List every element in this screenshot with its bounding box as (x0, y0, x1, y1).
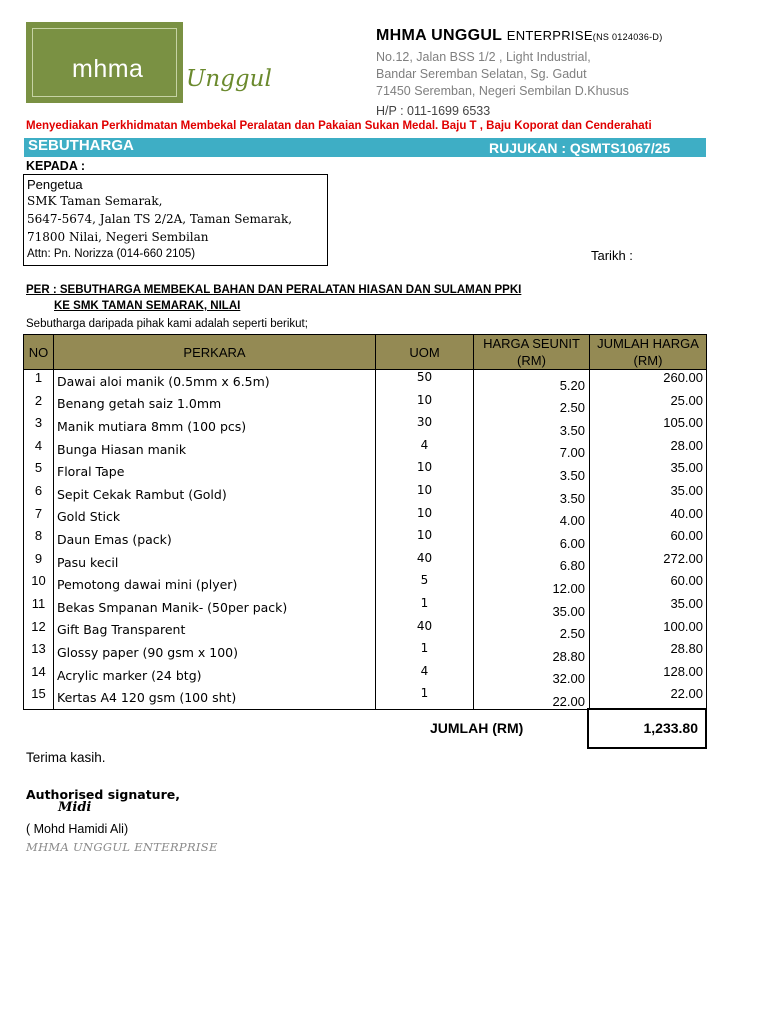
row-uom: 1 (376, 686, 474, 709)
company-suffix: ENTERPRISE (506, 28, 593, 43)
header-item: PERKARA (54, 335, 376, 370)
row-total: 60.00 (590, 528, 707, 551)
table-row (24, 596, 707, 619)
intro-text: Sebutharga daripada pihak kami adalah seperti berikut; (26, 318, 308, 330)
row-total: 28.80 (590, 641, 707, 664)
row-uom: 4 (376, 438, 474, 461)
row-item: Benang getah saiz 1.0mm (54, 393, 376, 416)
logo-script-text: Unggul (186, 66, 272, 92)
row-total: 40.00 (590, 506, 707, 529)
row-unit-price: 3.50 (474, 415, 590, 438)
row-total: 35.00 (590, 460, 707, 483)
table-row (24, 506, 707, 529)
table-row (24, 483, 707, 506)
row-unit-price: 3.50 (474, 460, 590, 483)
row-total: 260.00 (590, 370, 707, 393)
row-total: 28.00 (590, 438, 707, 461)
signatory-name: ( Mohd Hamidi Ali) (26, 822, 129, 836)
row-total: 128.00 (590, 664, 707, 687)
row-item: Kertas A4 120 gsm (100 sht) (54, 686, 376, 709)
row-total: 100.00 (590, 619, 707, 642)
row-no: 3 (24, 415, 54, 438)
header-unit-price: HARGA SEUNIT (RM) (474, 335, 590, 370)
row-uom: 10 (376, 393, 474, 416)
table-row (24, 573, 707, 596)
row-no: 2 (24, 393, 54, 416)
header-no: NO (24, 335, 54, 370)
row-item: Gift Bag Transparent (54, 619, 376, 642)
subject-line-2: KE SMK TAMAN SEMARAK, NILAI (54, 300, 241, 312)
recipient-heading: KEPADA : (26, 159, 86, 173)
row-uom: 10 (376, 483, 474, 506)
row-item: Manik mutiara 8mm (100 pcs) (54, 415, 376, 438)
table-row (24, 619, 707, 642)
row-item: Pasu kecil (54, 551, 376, 574)
row-unit-price: 32.00 (474, 664, 590, 687)
table-row (24, 438, 707, 461)
recipient-line: 5647-5674, Jalan TS 2/2A, Taman Semarak, (27, 212, 293, 226)
row-no: 15 (24, 686, 54, 709)
table-row (24, 641, 707, 664)
row-unit-price: 5.20 (474, 370, 590, 393)
header-total-price: JUMLAH HARGA (RM) (590, 335, 707, 370)
table-row (24, 686, 707, 709)
row-item: Dawai aloi manik (0.5mm x 6.5m) (54, 370, 376, 393)
signatory-company: MHMA UNGGUL ENTERPRISE (26, 840, 218, 854)
row-uom: 1 (376, 641, 474, 664)
row-no: 9 (24, 551, 54, 574)
row-total: 25.00 (590, 393, 707, 416)
table-row (24, 460, 707, 483)
row-uom: 10 (376, 528, 474, 551)
row-no: 5 (24, 460, 54, 483)
total-label: JUMLAH (RM) (430, 720, 524, 736)
row-uom: 5 (376, 573, 474, 596)
authorised-signature-label: Authorised signature, (26, 787, 180, 802)
thanks-text: Terima kasih. (26, 750, 106, 765)
row-uom: 1 (376, 596, 474, 619)
row-unit-price: 4.00 (474, 506, 590, 529)
logo-text: mhma (72, 55, 144, 83)
recipient-line: Pengetua (27, 177, 83, 192)
row-no: 14 (24, 664, 54, 687)
row-unit-price: 6.00 (474, 528, 590, 551)
subject-line: PER : SEBUTHARGA MEMBEKAL BAHAN DAN PERALATAN HIASAN DAN SULAMAN PPKI (26, 284, 522, 296)
row-unit-price: 6.80 (474, 551, 590, 574)
row-total: 22.00 (590, 686, 707, 709)
row-no: 6 (24, 483, 54, 506)
row-unit-price: 2.50 (474, 619, 590, 642)
row-uom: 40 (376, 619, 474, 642)
row-item: Gold Stick (54, 506, 376, 529)
date-label: Tarikh : (591, 248, 633, 263)
row-no: 1 (24, 370, 54, 393)
row-item: Sepit Cekak Rambut (Gold) (54, 483, 376, 506)
row-no: 13 (24, 641, 54, 664)
row-total: 60.00 (590, 573, 707, 596)
row-item: Floral Tape (54, 460, 376, 483)
company-reg: (NS 0124036-D) (592, 32, 663, 42)
row-uom: 10 (376, 506, 474, 529)
row-unit-price: 3.50 (474, 483, 590, 506)
row-unit-price: 28.80 (474, 641, 590, 664)
company-name (376, 27, 663, 45)
row-unit-price: 22.00 (474, 686, 590, 709)
row-no: 8 (24, 528, 54, 551)
attention-line: Attn: Pn. Norizza (014-660 2105) (27, 248, 196, 260)
row-total: 35.00 (590, 483, 707, 506)
table-header-row (24, 335, 707, 370)
row-unit-price: 35.00 (474, 596, 590, 619)
row-no: 7 (24, 506, 54, 529)
row-unit-price: 7.00 (474, 438, 590, 461)
address-line: 71450 Seremban, Negeri Sembilan D.Khusus (376, 84, 629, 98)
total-value: 1,233.80 (643, 720, 698, 736)
signature: Midi (58, 800, 92, 815)
row-item: Glossy paper (90 gsm x 100) (54, 641, 376, 664)
row-unit-price: 12.00 (474, 573, 590, 596)
table-row (24, 393, 707, 416)
row-item: Bunga Hiasan manik (54, 438, 376, 461)
table-row (24, 528, 707, 551)
recipient-line: 71800 Nilai, Negeri Sembilan (27, 230, 209, 244)
row-uom: 4 (376, 664, 474, 687)
header-uom: UOM (376, 335, 474, 370)
row-item: Daun Emas (pack) (54, 528, 376, 551)
table-row (24, 551, 707, 574)
recipient-line: SMK Taman Semarak, (27, 194, 163, 208)
table-row (24, 664, 707, 687)
items-table (23, 334, 707, 710)
reference-number: RUJUKAN : QSMTS1067/25 (489, 140, 671, 156)
company-name-main: MHMA UNGGUL (376, 27, 502, 44)
row-total: 105.00 (590, 415, 707, 438)
row-no: 10 (24, 573, 54, 596)
table-row (24, 370, 707, 393)
row-no: 11 (24, 596, 54, 619)
row-uom: 30 (376, 415, 474, 438)
row-no: 4 (24, 438, 54, 461)
row-unit-price: 2.50 (474, 393, 590, 416)
row-item: Pemotong dawai mini (plyer) (54, 573, 376, 596)
row-total: 35.00 (590, 596, 707, 619)
row-uom: 10 (376, 460, 474, 483)
address-line: No.12, Jalan BSS 1/2 , Light Industrial, (376, 50, 591, 64)
row-uom: 40 (376, 551, 474, 574)
row-item: Bekas Smpanan Manik- (50per pack) (54, 596, 376, 619)
row-item: Acrylic marker (24 btg) (54, 664, 376, 687)
row-uom: 50 (376, 370, 474, 393)
table-row (24, 415, 707, 438)
phone-line: H/P : 011-1699 6533 (376, 104, 491, 118)
row-total: 272.00 (590, 551, 707, 574)
address-line: Bandar Seremban Selatan, Sg. Gadut (376, 67, 587, 81)
tagline: Menyediakan Perkhidmatan Membekal Peralatan dan Pakaian Sukan Medal. Baju T , Baju Koporat dan Cenderahati (26, 120, 652, 132)
row-no: 12 (24, 619, 54, 642)
document-title: SEBUTHARGA (28, 137, 134, 154)
